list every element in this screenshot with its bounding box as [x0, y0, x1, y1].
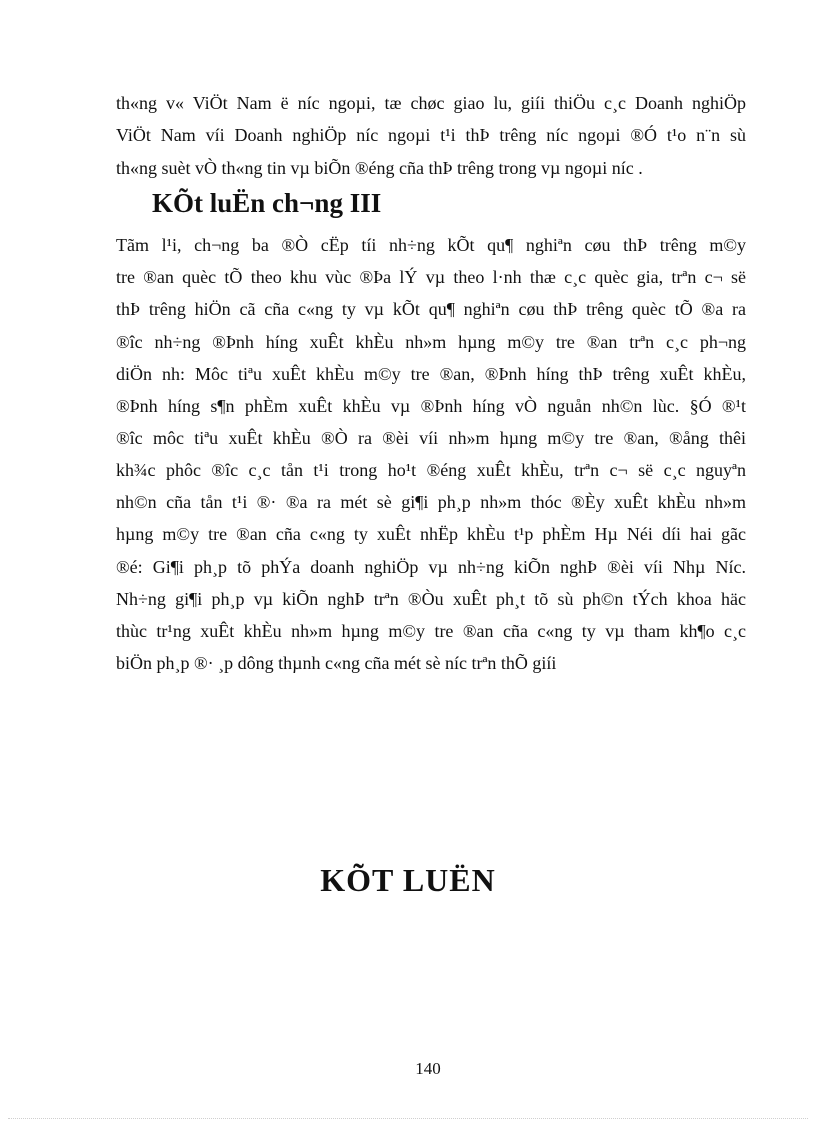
text-line: th«ng suèt vÒ th«ng tin vµ biÕn ®éng cña thÞ trêng trong vµ ngoµi níc .: [116, 158, 643, 178]
conclusion-heading: KÕT LUËN: [320, 862, 496, 898]
text-line: diÖn nh: Môc tiªu xuÊt khÈu m©y tre ®an, ®Þnh híng thÞ trêng xuÊt khÈu,: [116, 364, 746, 384]
text-line: thùc tr¹ng xuÊt khÈu nh»m hµng m©y tre ®an cña c«ng ty vµ tham kh¶o c¸c: [116, 621, 746, 641]
page-number: 140: [415, 1059, 441, 1078]
text-line: biÖn ph¸p ®· ¸p dông thµnh c«ng cña mét sè níc trªn thÕ giíi: [116, 653, 557, 673]
text-line: hµng m©y tre ®an cña c«ng ty xuÊt nhËp khÈu t¹p phÈm Hµ Néi díi hai gãc: [116, 524, 746, 544]
text-line: ®Þnh híng s¶n phÈm xuÊt khÈu vµ ®Þnh híng vÒ nguån nh©n lùc. §Ó ®¹t: [116, 396, 746, 416]
text-line: Tãm l¹i, ch¬ng ba ®Ò cËp tíi nh÷ng kÕt qu¶ nghiªn cøu thÞ trêng m©y: [116, 235, 746, 255]
text-line: ®îc môc tiªu xuÊt khÈu ®Ò ra ®èi víi nh»m hµng m©y tre ®an, ®ång thêi: [116, 428, 746, 448]
page-bottom-rule: [8, 1118, 808, 1119]
text-line: nh©n cña tån t¹i ®· ®a ra mét sè gi¶i ph¸p nh»m thóc ®Èy xuÊt khÈu nh»m: [116, 492, 746, 512]
text-line: tre ®an quèc tÕ theo khu vùc ®Þa lÝ vµ theo l·nh thæ c¸c quèc gia, trªn c¬ së: [116, 267, 746, 287]
text-line: th«ng v« ViÖt Nam ë níc ngoµi, tæ chøc giao lu, giíi thiÖu c¸c Doanh nghiÖp: [116, 93, 746, 113]
text-line: ViÖt Nam víi Doanh nghiÖp níc ngoµi t¹i thÞ trêng níc ngoµi ®Ó t¹o n¨n sù: [116, 125, 746, 145]
text-line: thÞ trêng hiÖn cã cña c«ng ty vµ kÕt qu¶ nghiªn cøu thÞ trêng quèc tÕ ®a ra: [116, 299, 746, 319]
text-line: ®îc nh÷ng ®Þnh híng xuÊt khÈu nh»m hµng m©y tre ®an trªn c¸c ph¬ng: [116, 332, 746, 352]
text-line: ®é: Gi¶i ph¸p tõ phÝa doanh nghiÖp vµ nh÷ng kiÕn nghÞ ®èi víi Nhµ Níc.: [116, 557, 746, 577]
text-line: Nh÷ng gi¶i ph¸p vµ kiÕn nghÞ trªn ®Òu xuÊt ph¸t tõ sù ph©n tÝch khoa häc: [116, 589, 746, 609]
section-heading: KÕt luËn ch¬ng III: [152, 188, 382, 218]
text-line: kh¾c phôc ®îc c¸c tån t¹i trong ho¹t ®éng xuÊt khÈu, trªn c¬ së c¸c nguyªn: [116, 460, 746, 480]
